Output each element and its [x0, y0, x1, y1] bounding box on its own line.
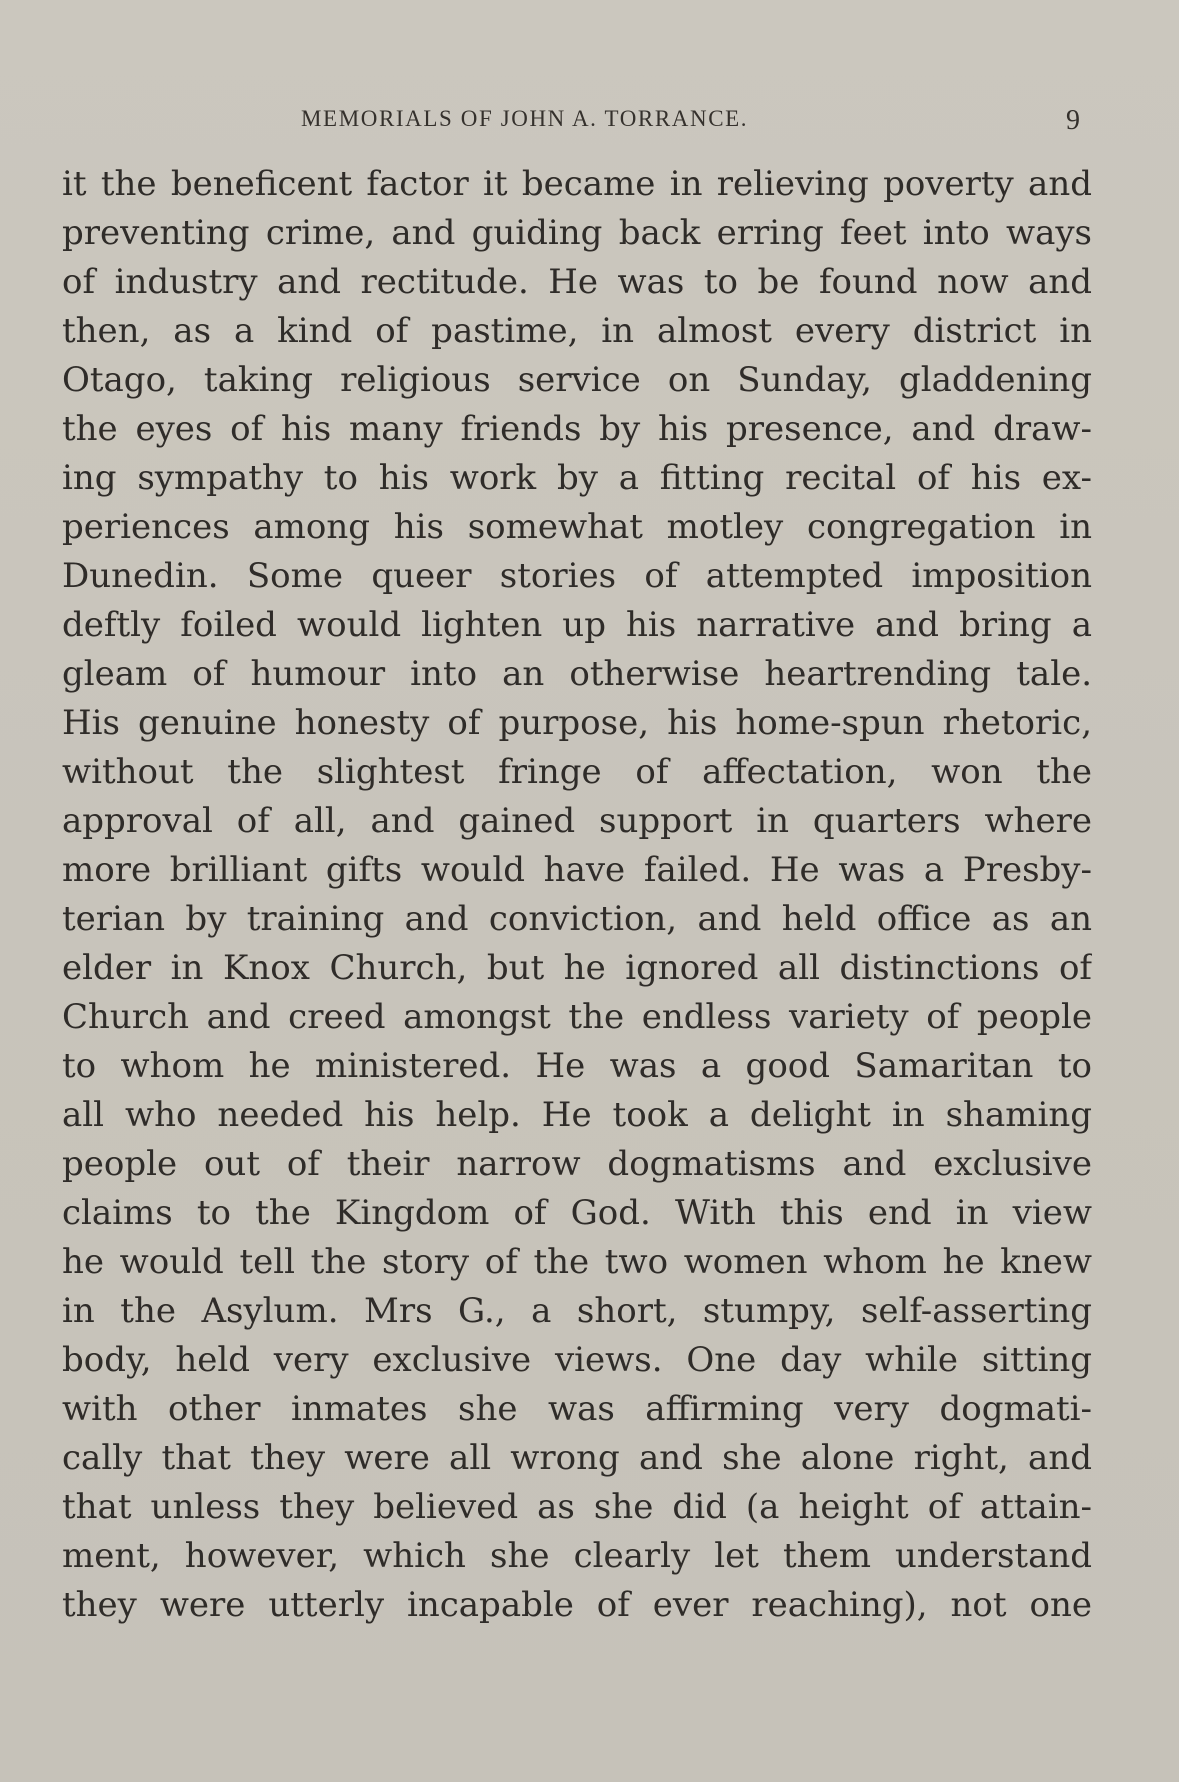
- text-line: in the Asylum. Mrs G., a short, stumpy, self-asserting: [62, 1291, 1092, 1331]
- text-line: all who needed his help. He took a delight in shaming: [62, 1095, 1092, 1135]
- text-line: body, held very exclusive views. One day while sitting: [62, 1340, 1092, 1380]
- text-line: they were utterly incapable of ever reaching), not one: [62, 1585, 1092, 1625]
- text-line: he would tell the story of the two women whom he knew: [62, 1242, 1092, 1282]
- text-line: people out of their narrow dogmatisms and exclusive: [62, 1144, 1092, 1184]
- text-line: periences among his somewhat motley congregation in: [62, 507, 1092, 547]
- text-line: Dunedin. Some queer stories of attempted imposition: [62, 556, 1092, 596]
- text-line: claims to the Kingdom of God. With this end in view: [62, 1193, 1092, 1233]
- text-line: of industry and rectitude. He was to be found now and: [62, 262, 1092, 302]
- text-line: ment, however, which she clearly let them understand: [62, 1536, 1092, 1576]
- text-line: deftly foiled would lighten up his narrative and bring a: [62, 605, 1092, 645]
- text-line: elder in Knox Church, but he ignored all distinctions of: [62, 948, 1092, 988]
- text-line: cally that they were all wrong and she alone right, and: [62, 1438, 1092, 1478]
- text-line: then, as a kind of pastime, in almost every district in: [62, 311, 1092, 351]
- text-line: without the slightest fringe of affectation, won the: [62, 752, 1092, 792]
- text-line: to whom he ministered. He was a good Samaritan to: [62, 1046, 1092, 1086]
- text-line: gleam of humour into an otherwise heartrending tale.: [62, 654, 1092, 694]
- text-line: Church and creed amongst the endless variety of people: [62, 997, 1092, 1037]
- text-line: the eyes of his many friends by his presence, and draw-: [62, 409, 1092, 449]
- text-line: with other inmates she was affirming very dogmati-: [62, 1389, 1092, 1429]
- text-line: approval of all, and gained support in quarters where: [62, 801, 1092, 841]
- text-line: it the beneficent factor it became in relieving poverty and: [62, 164, 1092, 204]
- text-line: His genuine honesty of purpose, his home-spun rhetoric,: [62, 703, 1092, 743]
- page-number: 9: [1066, 105, 1080, 136]
- text-line: more brilliant gifts would have failed. He was a Presby-: [62, 850, 1092, 890]
- text-line: Otago, taking religious service on Sunday, gladdening: [62, 360, 1092, 400]
- text-line: preventing crime, and guiding back erring feet into ways: [62, 213, 1092, 253]
- running-head: [0, 101, 1179, 137]
- running-title: MEMORIALS OF JOHN A. TORRANCE.: [301, 106, 749, 131]
- body-text: [62, 160, 1092, 1630]
- text-line: terian by training and conviction, and held office as an: [62, 899, 1092, 939]
- text-line: that unless they believed as she did (a height of attain-: [62, 1487, 1092, 1527]
- text-line: ing sympathy to his work by a fitting recital of his ex-: [62, 458, 1092, 498]
